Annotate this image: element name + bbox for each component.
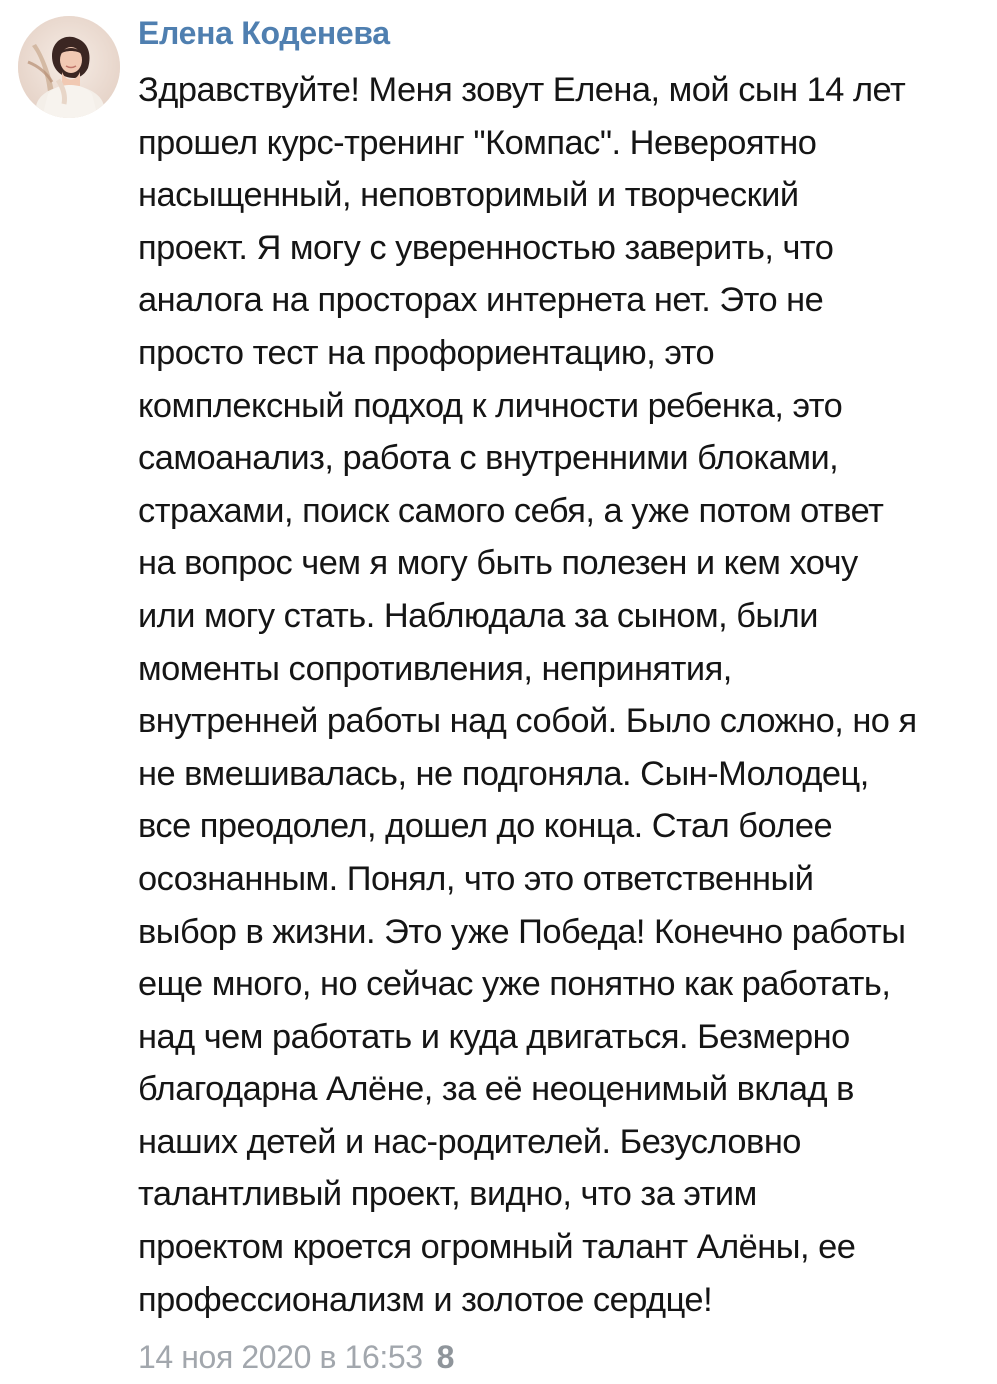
user-photo-icon <box>18 16 120 118</box>
comment-text-line: или могу стать. Наблюдала за сыном, были <box>138 596 818 635</box>
comment-text-line: на вопрос чем я могу быть полезен и кем хочу <box>138 544 858 583</box>
comment-text-line: проектом кроется огромный талант Алёны, ее <box>138 1228 856 1267</box>
comment-text-line: благодарна Алёне, за её неоценимый вклад в <box>138 1070 854 1109</box>
comment-text-line: не вмешивалась, не подгоняла. Сын-Молодец, <box>138 754 869 793</box>
comment-date[interactable]: 14 ноя 2020 в 16:53 <box>138 1339 423 1375</box>
comment-text-line: страхами, поиск самого себя, а уже потом ответ <box>138 491 884 530</box>
comment-text-line: просто тест на профориентацию, это <box>138 333 715 372</box>
comment-text-line: проект. Я могу с уверенностью заверить, что <box>138 228 834 267</box>
avatar[interactable] <box>18 16 120 118</box>
like-count[interactable]: 8 <box>436 1339 455 1375</box>
comment-text-line: выбор в жизни. Это уже Победа! Конечно работы <box>138 912 906 951</box>
comment-text-line: осознанным. Понял, что это ответственный <box>138 859 814 898</box>
comment-text-line: внутренней работы над собой. Было сложно, но я <box>138 702 917 741</box>
comment-text-line: комплексный подход к личности ребенка, это <box>138 386 843 425</box>
comment-author[interactable]: Елена Коденева <box>138 15 390 51</box>
comment-text-line: Здравствуйте! Меня зовут Елена, мой сын 14 лет <box>138 71 906 109</box>
comment-text-line: самоанализ, работа с внутренними блоками, <box>138 439 839 478</box>
comment-text-line: аналога на просторах интернета нет. Это не <box>138 281 824 320</box>
comment-text-line: профессионализм и золотое сердце! <box>138 1280 713 1319</box>
comment-meta <box>138 1334 454 1380</box>
comment-text-line: наших детей и нас-родителей. Безусловно <box>138 1122 801 1161</box>
comment-text-line: прошел курс-тренинг "Компас". Невероятно <box>138 123 817 162</box>
comment-text-line: моменты сопротивления, непринятия, <box>138 649 732 688</box>
comment-text-line: над чем работать и куда двигаться. Безмерно <box>138 1017 850 1056</box>
comment-text-line: все преодолел, дошел до конца. Стал более <box>138 807 833 846</box>
comment-text <box>138 64 988 1326</box>
comment-text-line: талантливый проект, видно, что за этим <box>138 1175 757 1214</box>
comment-text-line: насыщенный, неповторимый и творческий <box>138 176 799 215</box>
comment-text-line: еще много, но сейчас уже понятно как работать, <box>138 965 891 1004</box>
